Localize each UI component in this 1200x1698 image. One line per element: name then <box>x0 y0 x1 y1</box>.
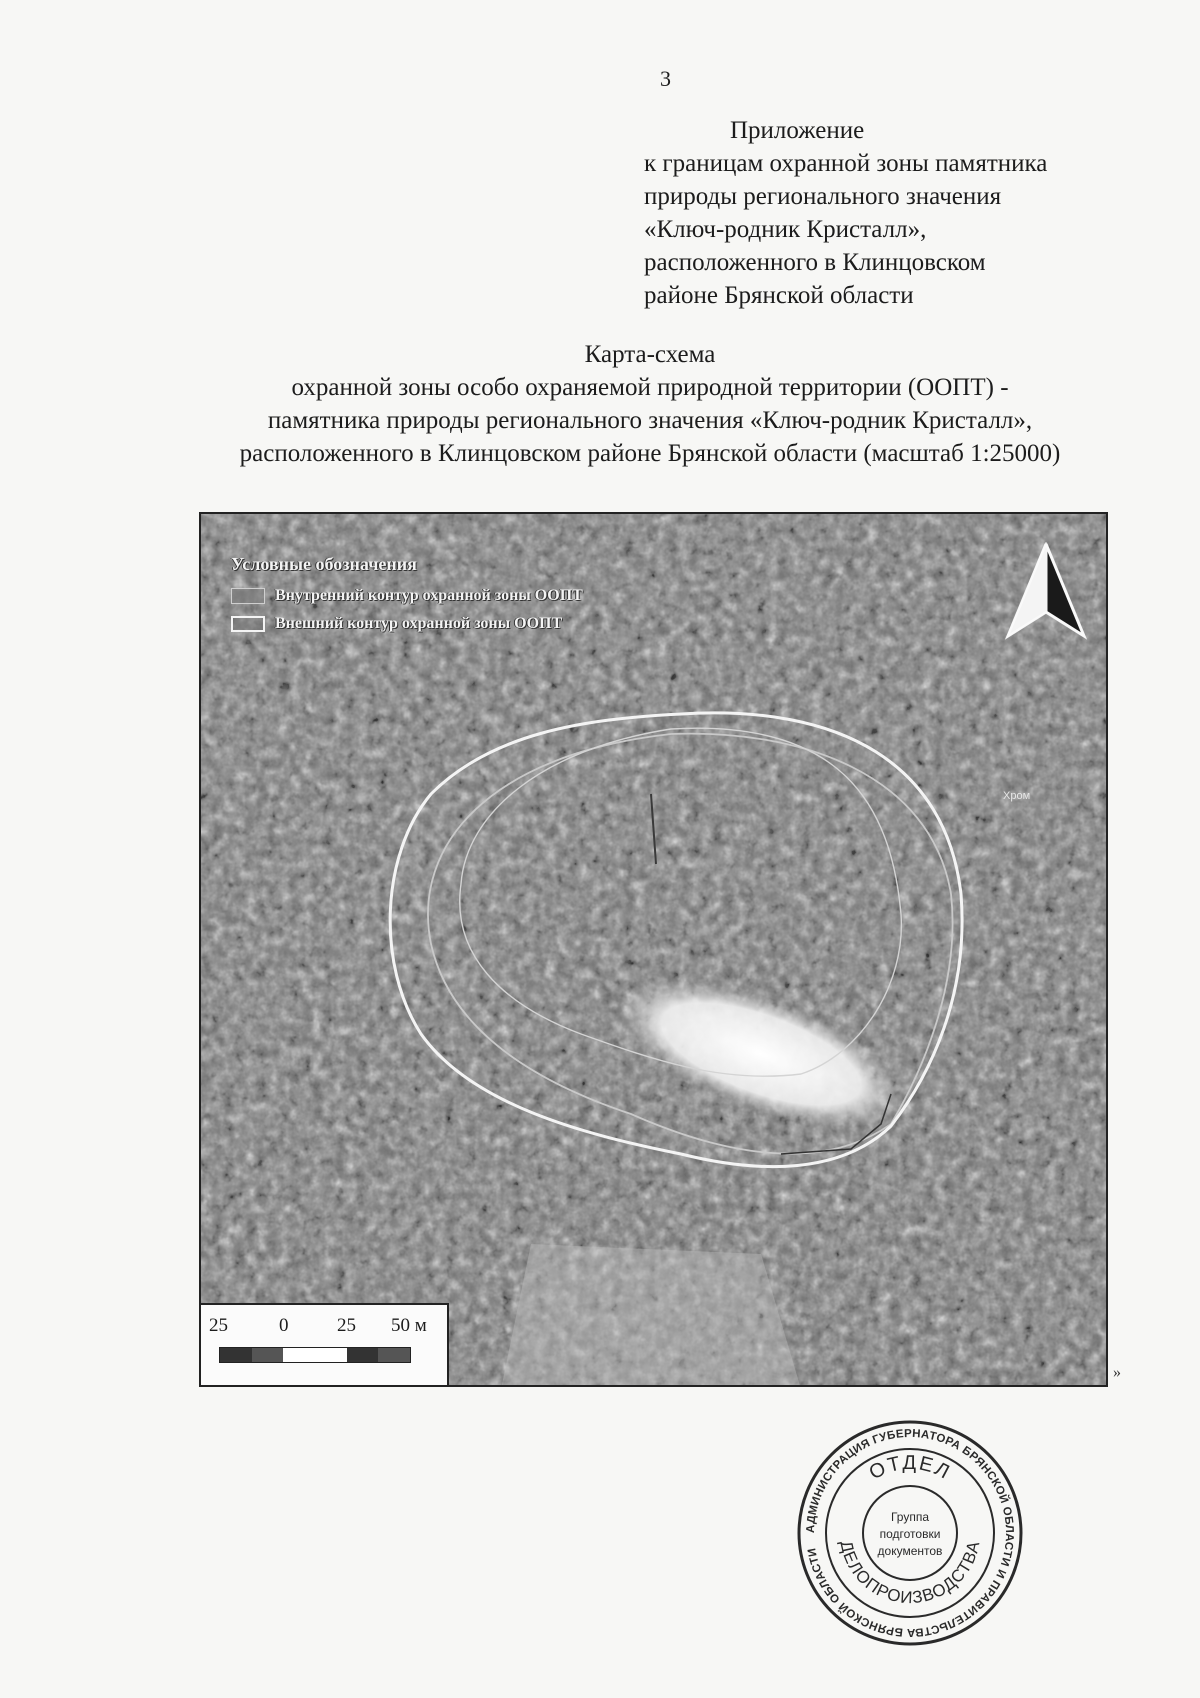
appendix-line: районе Брянской области <box>644 282 914 309</box>
legend-label: Внутренний контур охранной зоны ООПТ <box>275 587 583 604</box>
svg-text:ОТДЕЛ <box>866 1452 955 1484</box>
map-legend <box>231 554 583 643</box>
open-ground <box>501 1244 801 1387</box>
seal-dept-top: ОТДЕЛ <box>865 1451 955 1485</box>
page-number: 3 <box>660 66 671 91</box>
legend-title: Условные обозначения <box>231 554 417 574</box>
appendix-line: расположенного в Клинцовском <box>644 249 986 276</box>
appendix-line: к границам охранной зоны памятника <box>644 150 1048 177</box>
legend-item-inner <box>231 587 583 605</box>
scale-bar <box>199 1303 449 1387</box>
scale-label: 0 <box>279 1315 289 1336</box>
trailing-mark: » <box>1113 1364 1121 1381</box>
map-scheme <box>199 512 1108 1387</box>
map-title <box>150 338 1150 470</box>
scale-label: 25 <box>209 1315 228 1336</box>
scale-track <box>219 1347 411 1363</box>
north-arrow-icon <box>1004 542 1088 642</box>
appendix-header <box>644 114 1164 312</box>
map-title-line: памятника природы регионального значения «Ключ-родник Кристалл», <box>267 407 1033 434</box>
map-title-line: Карта-схема <box>584 341 716 368</box>
seal-center-line: Группа <box>890 1510 930 1524</box>
outer-contour-swatch-icon <box>231 616 265 632</box>
seal-center-line: документов <box>877 1544 943 1558</box>
map-title-line: расположенного в Клинцовском районе Брянской области (масштаб 1:25000) <box>239 440 1061 467</box>
legend-label: Внешний контур охранной зоны ООПТ <box>275 615 563 632</box>
scale-label: 25 <box>337 1315 356 1336</box>
appendix-line: «Ключ-родник Кристалл», <box>644 216 927 243</box>
seal-outer-text: АДМИНИСТРАЦИЯ ГУБЕРНАТОРА БРЯНСКОЙ ОБЛАСТИ И ПРАВИТЕЛЬСТВА БРЯНСКОЙ ОБЛАСТИ <box>804 1427 1016 1639</box>
aerial-photo <box>201 514 1108 1387</box>
place-label: Хром <box>1003 790 1031 802</box>
seal-dept-bottom: ДЕЛОПРОИЗВОДСТВА <box>836 1538 984 1608</box>
inner-contour-swatch-icon <box>231 588 265 604</box>
legend-item-outer <box>231 615 583 633</box>
appendix-line: природы регионального значения <box>644 183 1002 210</box>
seal-center-line: подготовки <box>879 1527 941 1541</box>
map-title-line: охранной зоны особо охраняемой природной территории (ООПТ) - <box>291 374 1009 401</box>
official-seal-icon <box>795 1418 1025 1648</box>
scale-label: 50 м <box>391 1315 427 1336</box>
appendix-line: Приложение <box>730 117 865 144</box>
